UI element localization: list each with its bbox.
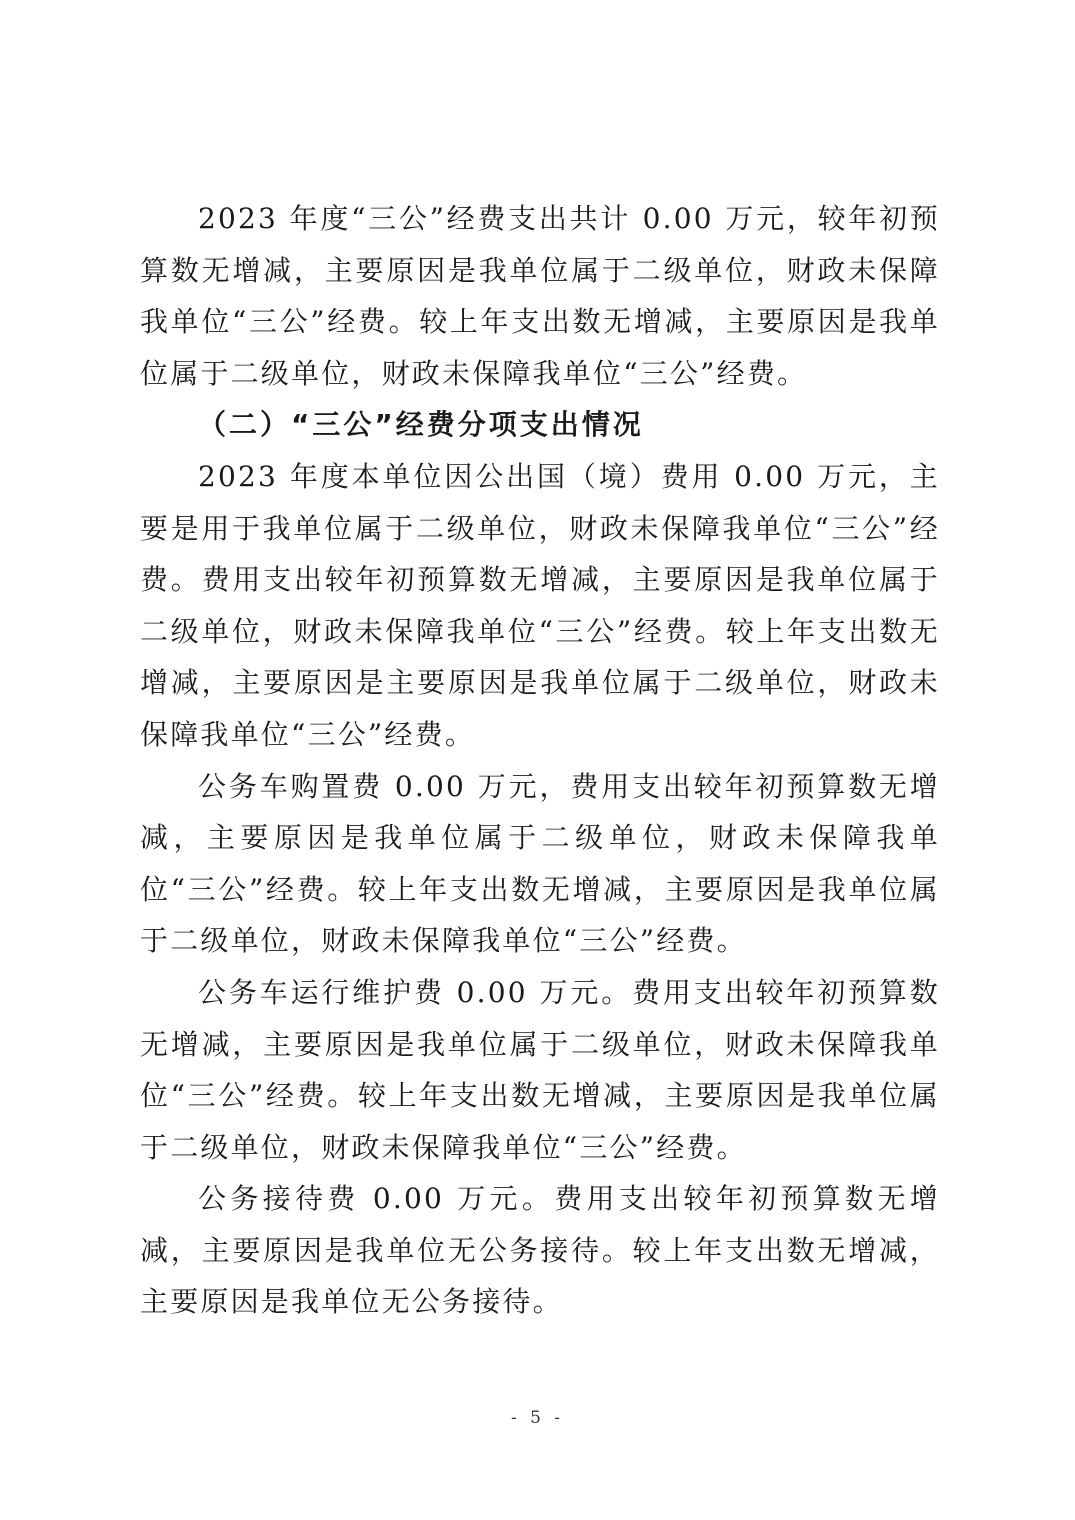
section-heading: （二）“三公”经费分项支出情况: [198, 408, 644, 442]
paragraph-vehicle-purchase: 公务车购置费 0.00 万元，费用支出较年初预算数无增减，主要原因是我单位属于二级单位，财政未保障我单位“三公”经费。较上年支出数无增减，主要原因是我单位属于二级单位，财政未保障我单位“三公”经费。: [140, 769, 940, 958]
paragraph-overseas-travel: 2023 年度本单位因公出国（境）费用 0.00 万元，主要是用于我单位属于二级单位，财政未保障我单位“三公”经费。费用支出较年初预算数无增减，主要原因是我单位属于二级单位，财政未保障我单位“三公”经费。较上年支出数无增减，主要原因是主要原因是我单位属于二级单位，财政未保障我单位“三公”经费。: [140, 459, 940, 751]
page-number: - 5 -: [510, 1408, 565, 1428]
paragraph-vehicle-maintenance: 公务车运行维护费 0.00 万元。费用支出较年初预算数无增减，主要原因是我单位属于二级单位，财政未保障我单位“三公”经费。较上年支出数无增减，主要原因是我单位属于二级单位，财政未保障我单位“三公”经费。: [140, 975, 940, 1164]
paragraph-official-reception: 公务接待费 0.00 万元。费用支出较年初预算数无增减，主要原因是我单位无公务接待。较上年支出数无增减，主要原因是我单位无公务接待。: [140, 1182, 940, 1319]
paragraph-total-expenditure: 2023 年度“三公”经费支出共计 0.00 万元，较年初预算数无增减，主要原因是我单位属于二级单位，财政未保障我单位“三公”经费。较上年支出数无增减，主要原因是我单位属于二级单位，财政未保障我单位“三公”经费。: [140, 202, 940, 390]
document-body: [140, 193, 940, 1328]
